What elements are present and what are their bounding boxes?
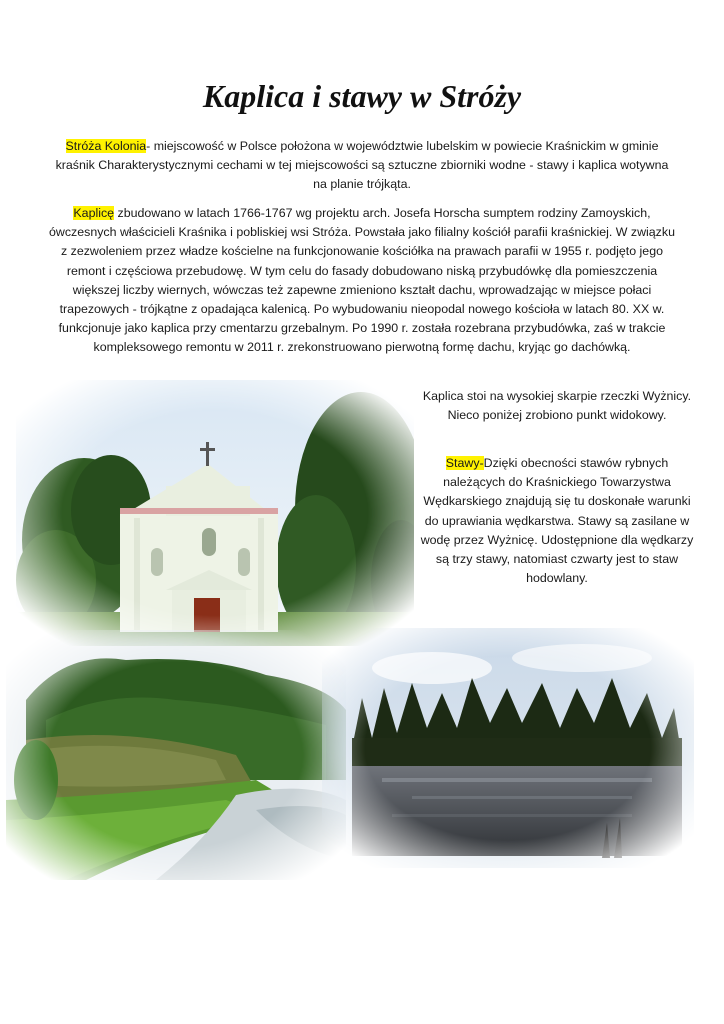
ponds-text: Dzięki obecności stawów rybnych należących do Kraśnickiego Towarzystwa Wędkarskiego znajdują się tu doskonałe warunki do uprawiania wędkarstwa. Stawy są zasilane w wodę przez Wyżnicę. Udostępnione dla wędkarzy są trzy stawy, natomiast czwarty jest to staw hodowlany. <box>420 456 694 586</box>
chapel-location-paragraph: Kaplica stoi na wysokiej skarpie rzeczki Wyżnicy. Nieco poniżej zrobiono punkt widokowy. <box>422 389 692 423</box>
pond-forest-photo <box>322 628 694 868</box>
page-title: Kaplica i stawy w Stróży <box>202 78 522 114</box>
chapel-illustration <box>16 380 414 646</box>
ponds-highlight: Stawy- <box>445 456 484 470</box>
pond-embankment-photo <box>6 630 346 880</box>
ponds-paragraph <box>418 454 696 588</box>
chapel-highlight: Kaplicę <box>73 206 115 220</box>
intro-paragraph <box>48 137 676 195</box>
intro-highlight: Stróża Kolonia <box>65 139 147 153</box>
pond-forest-illustration <box>322 628 694 868</box>
chapel-photo <box>16 380 414 646</box>
intro-text: - miejscowość w Polsce położona w województwie lubelskim w powiecie Kraśnickim w gminie kraśnik Charakterystycznymi cechami w tej miejscowości są sztuczne zbiorniki wodne - stawy i kaplica wotywna na planie trójkąta. <box>55 139 669 192</box>
chapel-history-text: zbudowano w latach 1766-1767 wg projektu arch. Josefa Horscha sumptem rodziny Zamoyskich, ówczesnych właścicieli Kraśnika i pobliskiej wsi Stróża. Powstała jako filialny kościół parafii kraśnickiej. W związku z zezwoleniem przez władze kościelne na funkcjonowanie kościółka na prawach parafii w 1955 r. podjęto jego remont i częściowa przebudowę. W tym celu do fasady dobudowano niską przybudówkę dla pomieszczenia większej liczby wiernych, wówczas też zapewne zmieniono kształt dachu, wprowadzając w miejsce połaci trapezowych - trójkątne z opadająca kalenicą. Po wybudowaniu nieopodal nowego kościoła w latach 80. XX w. funkcjonuje jako kaplica przy cmentarzu grzebalnym. Po 1990 r. została rozebrana przybudówka, zaś w trakcie kompleksowego remontu w 2011 r. zrekonstruowano pierwotną formę dachu, kryjąc go dachówką. <box>49 206 675 355</box>
chapel-history-paragraph <box>48 204 676 358</box>
pond-embankment-illustration <box>6 630 346 880</box>
